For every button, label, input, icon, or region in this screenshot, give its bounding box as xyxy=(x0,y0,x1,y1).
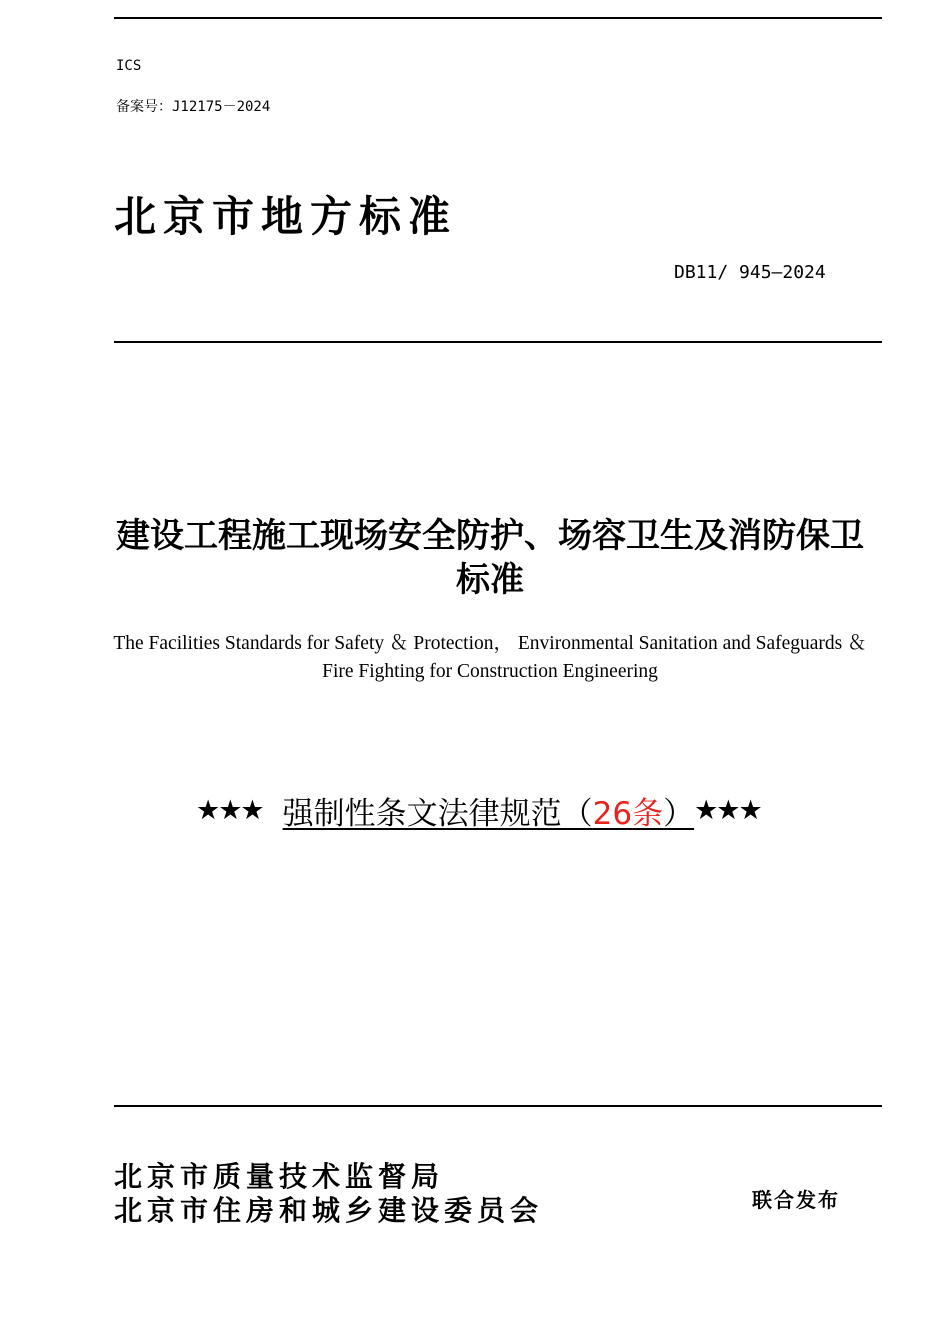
issuing-authorities xyxy=(114,1160,543,1228)
clause-unit: 条 xyxy=(632,796,664,832)
stars-left-icon: ★★★ xyxy=(196,795,263,826)
standard-type: 北京市地方标准 xyxy=(114,192,458,241)
clause-count: 26 xyxy=(592,796,633,832)
filing-number xyxy=(116,96,270,116)
banner-close: ） xyxy=(663,796,695,832)
ics-label: ICS xyxy=(116,58,142,74)
joint-release-label: 联合发布 xyxy=(752,1188,840,1212)
banner-main-text: 强制性条文法律规范（ xyxy=(282,796,593,832)
header-rule xyxy=(114,341,882,343)
top-rule xyxy=(114,17,882,19)
mandatory-banner xyxy=(196,788,761,833)
chinese-title: 建设工程施工现场安全防护、场容卫生及消防保卫标准 xyxy=(116,516,864,600)
filing-value: J12175－2024 xyxy=(172,99,271,115)
standard-code: DB11∕ 945—2024 xyxy=(674,262,826,283)
stars-right-icon: ★★★ xyxy=(694,795,761,826)
banner-text xyxy=(283,788,694,833)
filing-label: 备案号： xyxy=(116,99,172,115)
issuer-line-2: 北京市住房和城乡建设委员会 xyxy=(114,1194,544,1227)
english-title: The Facilities Standards for Safety ＆ Protection， Environmental Sanitation and Safeguards ＆ Fire Fighting for Construction Engineering xyxy=(113,633,867,682)
issuer-line-1: 北京市质量技术监督局 xyxy=(114,1160,445,1193)
footer-rule xyxy=(114,1105,882,1107)
